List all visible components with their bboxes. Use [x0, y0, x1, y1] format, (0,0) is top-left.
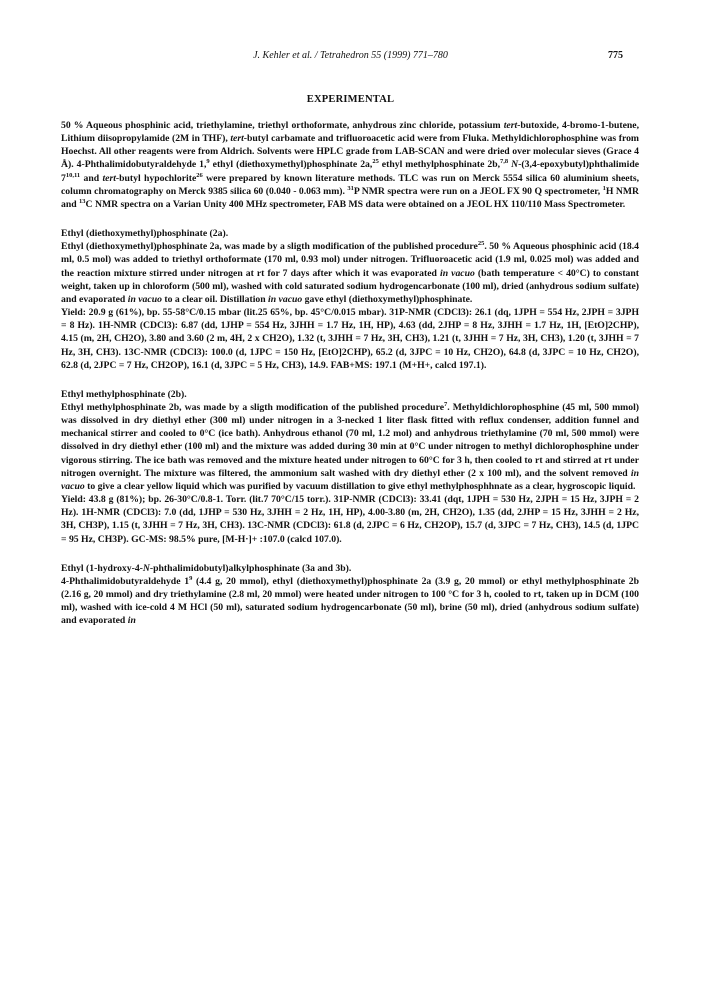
yield-2b: Yield: 43.8 g (81%); bp. 26-30°C/0.8-1. Torr. (lit.7 70°C/15 torr.). 31P-NMR (CDCl3): 33.41 (dqt, 1JPH = 530 Hz, 2JPH = 15 Hz, 3JPH = 2 Hz). 1H-NMR (CDCl3): 7.0 (dd, 1JHP = 530 Hz, 3JHH = 2 Hz, 1H, HP), 4.00-3.80 (m, 2H, CH2O), 1.35 (dd, 2JHP = 15 Hz, 3JHH = 2 Hz, 3H, CH3P), 1.15 (t, 3JHH = 7 Hz, 3H, CH3). 13C-NMR (CDCl3): 61.8 (d, 2JPC = 6 Hz, CH2OP), 15.7 (d, 3JPC = 7 Hz, CH3), 14.5 (d, 1JPC = 95 Hz, CH3P). GC-MS: 98.5% pure, [M-H·]+ :107.0 (calcd 107.0).: [61, 494, 639, 545]
page-number: 775: [608, 50, 623, 61]
paragraph-3: 4-Phthalimidobutyraldehyde $1^9$ (4.4 g, 20 mmol), ethyl (diethoxymethyl)phosphinate 2a (3.9 g, 20 mmol) or ethyl methylphosphinate 2b (2.16 g, 20 mmol) and dry triethylamine (2.8 ml, 20 mmol) were heated under nitrogen to 100 °C for 3 h, cooled to rt, taken up in DCM (100 ml), washed with ice-cold 4 M HCl (50 ml), saturated sodium hydrogencarbonate (50 ml), brine (50 ml), dried (anhydrous sodium sulfate) and evaporated in: [61, 574, 640, 627]
paragraph-2a: Ethyl (diethoxymethyl)phosphinate 2a, was made by a sligth modification of the published procedure$^{25}$. 50 % Aqueous phosphinic acid (18.4 ml, 0.5 mol) was added to triethyl orthoformate (170 ml, 0.93 mol) under nitrogen. Trifluoroacetic acid (1.9 ml, 0.025 mol) was added and the reaction mixture stirred under nitrogen at rt for 7 days after which it was evaporated in vacuo (bath temperature < 40°C) to constant weight, taken up in chloroform (500 ml), washed with cold saturated sodium hydrogencarbonate (100 ml), dried (anhydrous sodium sulfate) and evaporated in vacuo to a clear oil. Distillation in vacuo gave ethyl (diethoxymethyl)phosphinate.: [61, 240, 640, 305]
journal-citation: J. Kehler et al. / Tetrahedron 55 (1999) 771–780: [253, 50, 448, 61]
yield-2a: Yield: 20.9 g (61%), bp. 55-58°C/0.15 mbar (lit.25 65%, bp. 45°C/0.015 mbar). 31P-NMR (CDCl3): 26.1 (dq, 1JPH = 554 Hz, 2JPH = 3JPH = 8 Hz). 1H-NMR (CDCl3): 6.87 (dd, 1JHP = 554 Hz, 3JHH = 1.7 Hz, 1H, HP), 4.63 (dd, 2JHP = 8 Hz, 3JHH = 1.7 Hz, 1H, [EtO]2CHP), 4.15 (m, 2H, CH2O), 3.80 and 3.60 (2 m, 4H, 2 x CH2O), 1.32 (t, 3JHH = 7 Hz, 3H, CH3), 1.21 (t, 3JHH = 7 Hz, 3H, CH3), 1.20 (t, 3JHH = 7 Hz, 3H, CH3). 13C-NMR (CDCl3): 100.0 (d, 1JPC = 150 Hz, [EtO]2CHP), 65.2 (d, 3JPC = 10 Hz, CH2O), 64.8 (d, 3JPC = 10 Hz, CH2O), 62.8 (d, 2JPC = 7 Hz, CH2OP), 16.1 (d, 3JPC = 5 Hz, CH3), 14.9. FAB+MS: 197.1 (M+H+, calcd 197.1).: [61, 307, 639, 371]
section-title: EXPERIMENTAL: [306, 94, 395, 105]
intro-paragraph: 50 % Aqueous phosphinic acid, triethylamine, triethyl orthoformate, anhydrous zinc chloride, potassium tert-butoxide, 4-bromo-1-butene, Lithium diisopropylamide (2M in THF), tert-butyl carbamate and trifluoroacetic acid were from Fluka. Methyldichlorophosphine was from Hoechst. All other reagents were from Aldrich. Solvents were HPLC grade from LAB-SCAN and were dried over molecular sieves (Grace 4 Å). 4-Phthalimidobutyraldehyde 1,$^9$ ethyl (diethoxymethyl)phosphinate 2a,$^{25}$ ethyl methylphosphinate 2b,$^{7,8}$ N-(3,4-epoxybutyl)phthalimide 7$^{10,11}$ and tert-butyl hypochlorite$^{26}$ were prepared by known literature methods. TLC was run on Merck 5554 silica 60 aluminium sheets, column chromatography on Merck 9385 silica 60 (0.040 - 0.063 mm). $^{31}$P NMR spectra were run on a JEOL FX 90 Q spectrometer, $^1$H NMR and $^{13}$C NMR spectra on a Varian Unity 400 MHz spectrometer, FAB MS data were obtained on a JEOL HX 110/110 Mass Spectrometer.: [61, 120, 640, 210]
heading-2b: Ethyl methylphosphinate (2b).: [61, 388, 187, 400]
paragraph-2b: Ethyl methylphosphinate 2b, was made by a sligth modification of the published procedure$^7$. Methyldichlorophosphine (45 ml, 500 mmol) was dissolved in dry diethyl ether (300 ml) under nitrogen in a 3-necked 1 liter flask fitted with reflux condenser, addition funnel and mechanical stirrer and cooled to 0°C (ice bath). Anhydrous ethanol (70 ml, 1.2 mol) and anhydrous triethylamine (70 ml, 500 mmol) were dissolved in dry diethyl ether (100 ml) and the mixture was added during 30 min at 0°C under nitrogen to methyl dichlorophosphine under vigorous stirring. The ice bath was removed and the mixture heated under nitrogen to 60°C for 3 h, then cooled to rt and stirred at rt under nitrogen overnight. The mixture was filtered, the ammonium salt washed with dry diethyl ether (2 x 100 ml), and the solvent removed in vacuo to give a clear yellow liquid which was purified by vacuum distillation to give ethyl methylphosphhnate as a clear, hygroscopic liquid.: [61, 400, 640, 492]
article-body: [61, 119, 639, 627]
heading-3: Ethyl (1-hydroxy-4-N-phthalimidobutyl)alkylphosphinate (3a and 3b).: [61, 562, 352, 574]
heading-2a: Ethyl (diethoxymethyl)phosphinate (2a).: [61, 228, 229, 240]
running-header: [0, 50, 701, 66]
